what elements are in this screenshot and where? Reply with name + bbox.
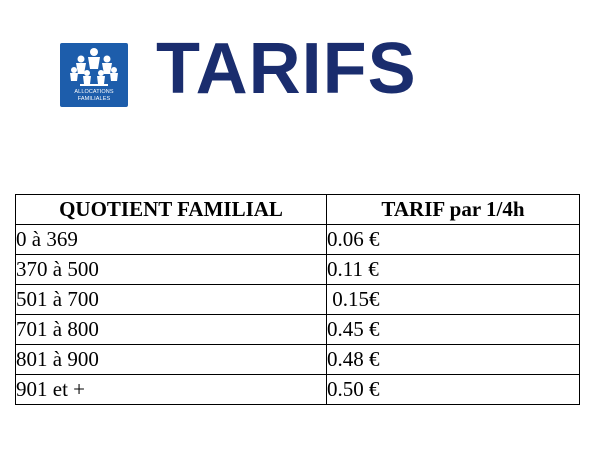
tarifs-table xyxy=(15,194,580,405)
table-row xyxy=(16,345,580,375)
table-header-row xyxy=(16,195,580,225)
tarif-cell: 0.15€ xyxy=(327,285,580,315)
table-row xyxy=(16,285,580,315)
caf-logo xyxy=(60,43,128,107)
page-title: TARIFS xyxy=(156,29,417,109)
table-row xyxy=(16,375,580,405)
tarif-cell: 0.45 € xyxy=(327,315,580,345)
logo-text-line1: ALLOCATIONS xyxy=(74,89,114,95)
tarif-cell: 0.11 € xyxy=(327,255,580,285)
quotient-cell: 501 à 700 xyxy=(16,285,327,315)
quotient-cell: 801 à 900 xyxy=(16,345,327,375)
logo-text-line2: FAMILIALES xyxy=(77,96,111,102)
quotient-cell: 0 à 369 xyxy=(16,225,327,255)
quotient-cell: 901 et + xyxy=(16,375,327,405)
header-tarif: TARIF par 1/4h xyxy=(327,195,580,225)
tarif-cell: 0.48 € xyxy=(327,345,580,375)
table-row xyxy=(16,225,580,255)
table-row xyxy=(16,315,580,345)
quotient-cell: 370 à 500 xyxy=(16,255,327,285)
header-quotient: QUOTIENT FAMILIAL xyxy=(16,195,327,225)
quotient-cell: 701 à 800 xyxy=(16,315,327,345)
tarif-cell: 0.06 € xyxy=(327,225,580,255)
tarif-cell: 0.50 € xyxy=(327,375,580,405)
table-row xyxy=(16,255,580,285)
